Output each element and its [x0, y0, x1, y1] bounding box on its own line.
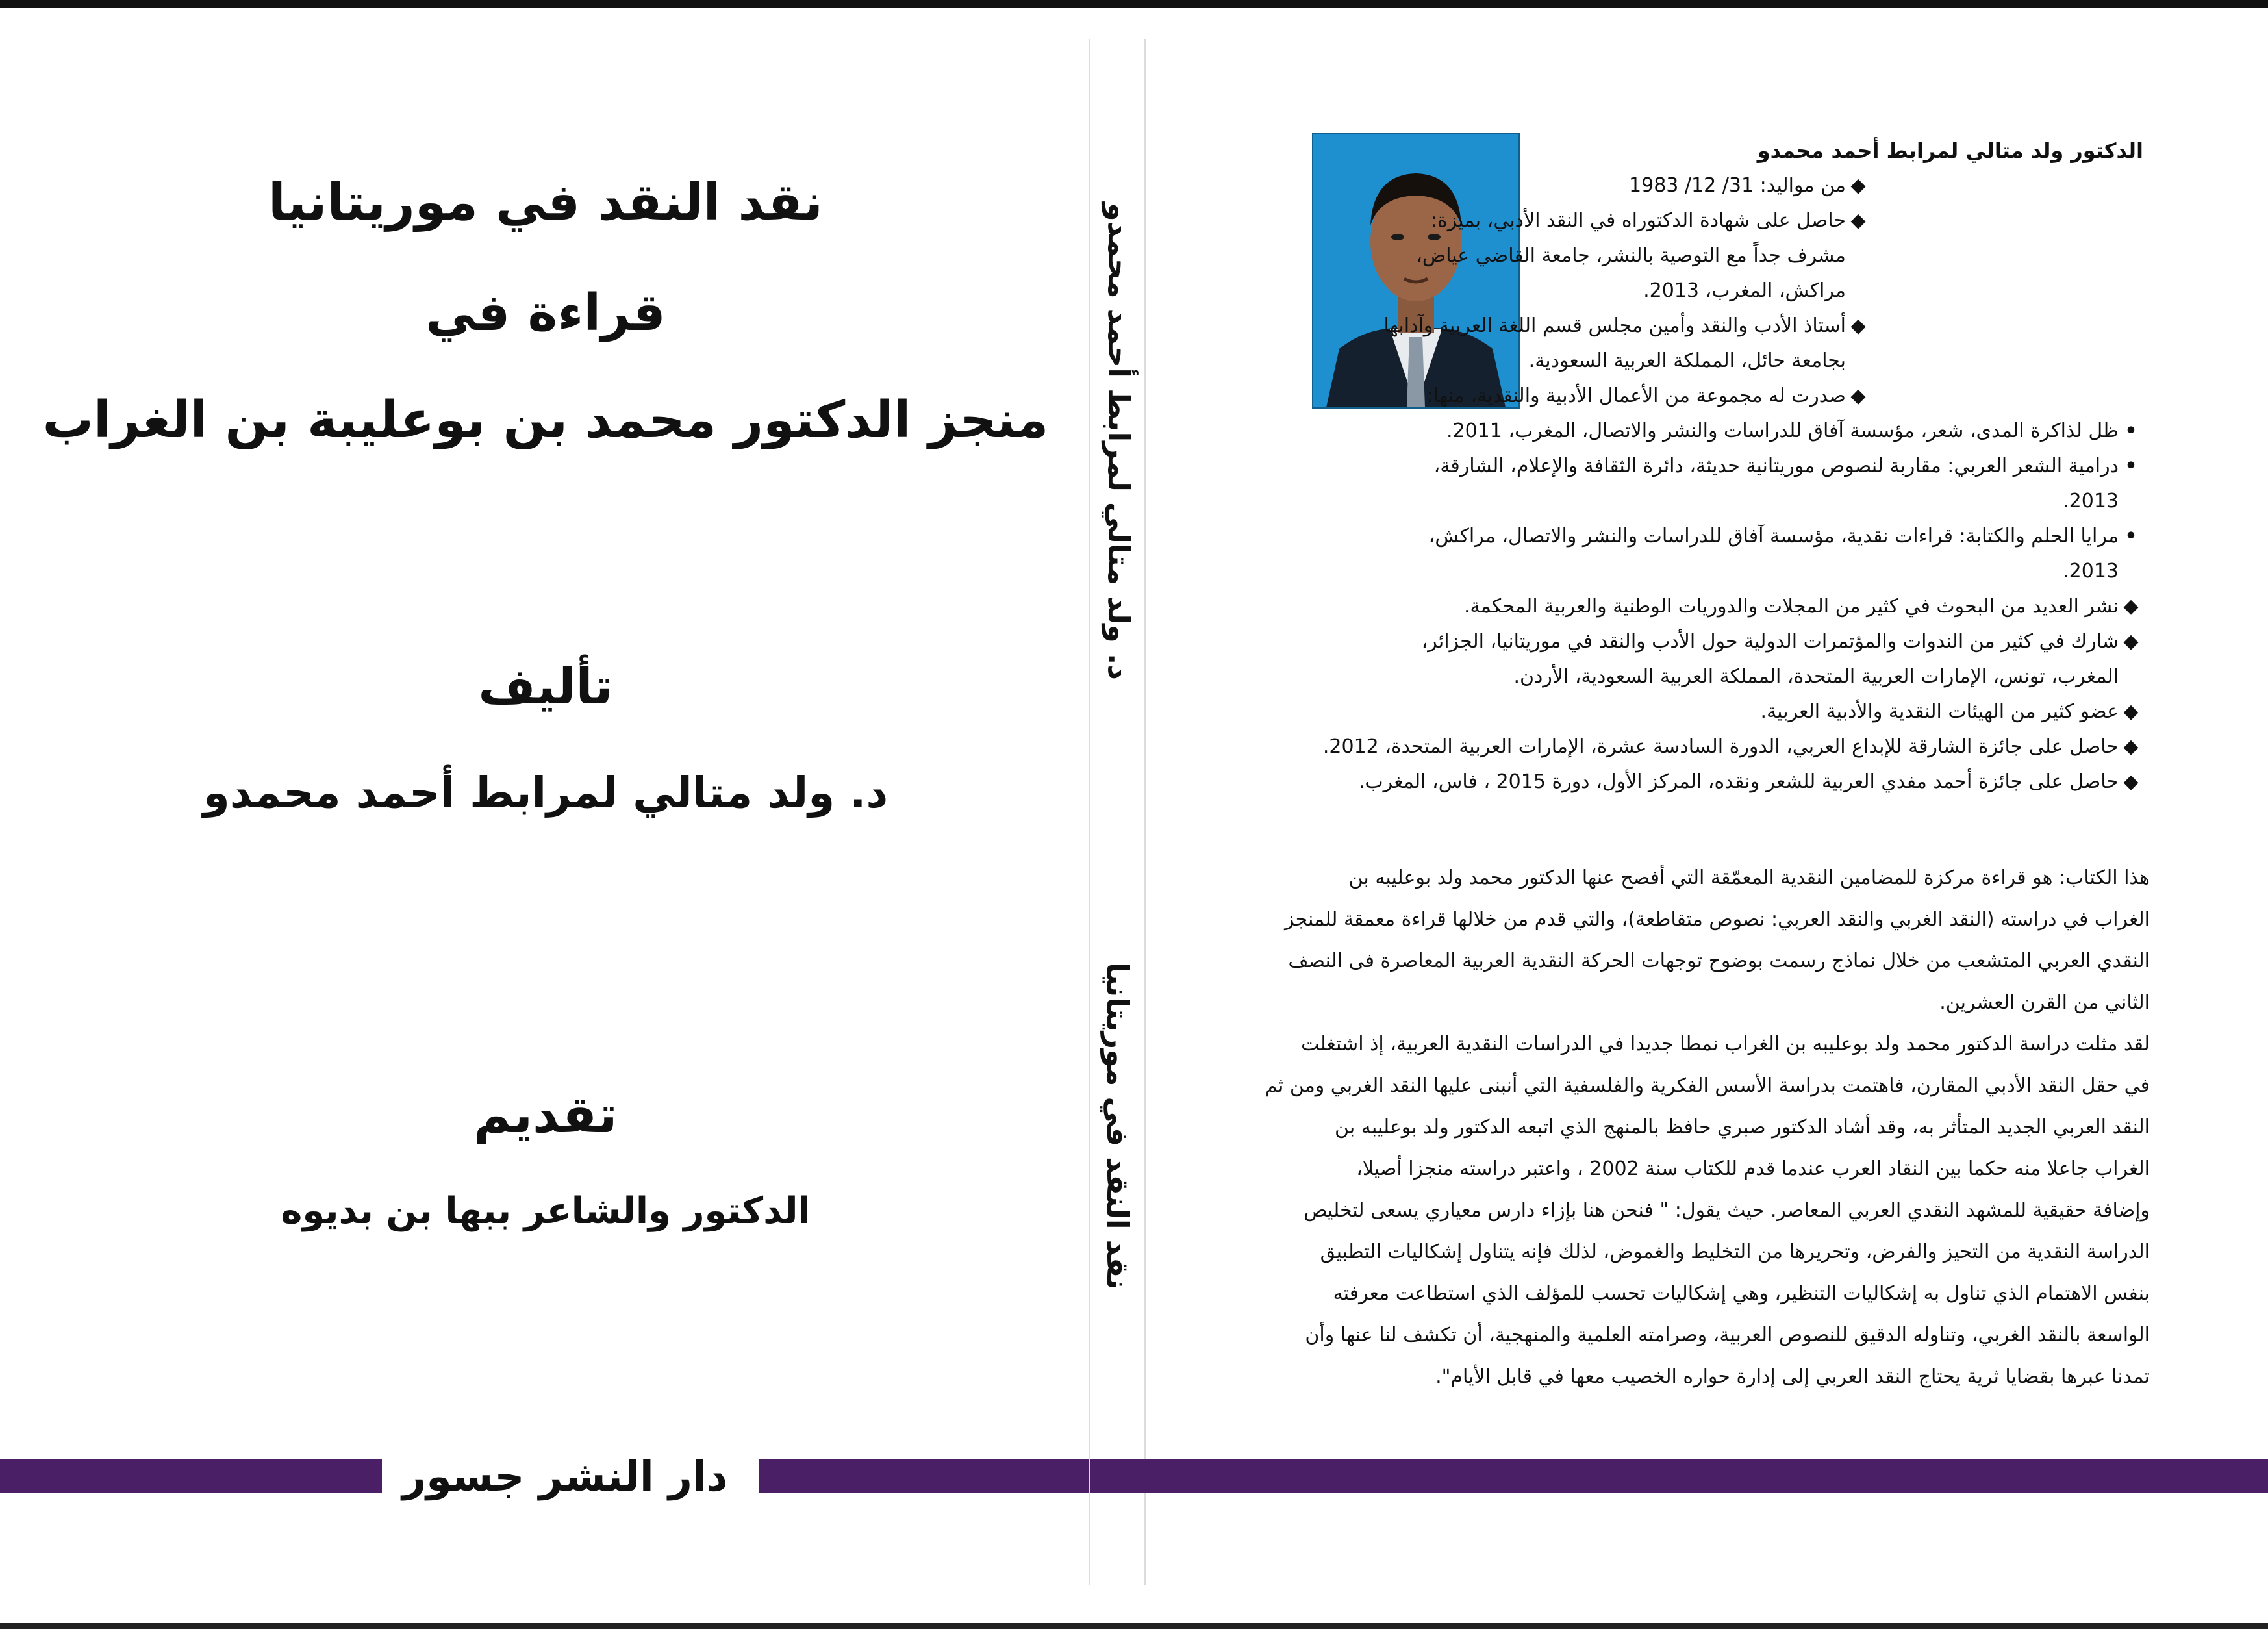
- publisher-band-left: [0, 1459, 382, 1493]
- work-item: •مرايا الحلم والكتابة: قراءات نقدية، مؤسسة آفاق للدراسات والنشر والاتصال، مراكش،: [1234, 519, 2143, 554]
- bio-item-cont: بجامعة حائل، المملكة العربية السعودية.: [1528, 349, 1846, 372]
- description-line: بنفس الاهتمام الذي تناول به إشكاليات التنظير، وهي إشكاليات تحسب للمؤلف الذي استطاعت معرفته: [1333, 1282, 2150, 1305]
- diamond-bullet-icon: ◆: [2123, 735, 2139, 758]
- description-line: هذا الكتاب: هو قراءة مركزة للمضامين النقدية المعمّقة التي أفصح عنها الدكتور محمد ولد بوعليبه بن: [1348, 866, 2150, 889]
- work-item: •درامية الشعر العربي: مقاربة لنصوص موريتانية حديثة، دائرة الثقافة والإعلام، الشارقة،: [1234, 449, 2143, 484]
- title-line-1: نقد النقد في موريتانيا: [268, 173, 823, 232]
- work-item: •ظل لذاكرة المدى، شعر، مؤسسة آفاق للدراسات والنشر والاتصال، المغرب، 2011.: [1234, 414, 2143, 449]
- description-line: النقدي العربي المتشعب من خلال نماذج رسمت بوضوح توجهات الحركة النقدية العربية المعاصرة فى النصف: [1288, 950, 2150, 972]
- bottom-edge: [0, 1623, 2268, 1629]
- diamond-bullet-icon: ◆: [2123, 595, 2139, 618]
- description-line: الدراسة النقدية من التحيز والفرض، وتحريرها من التخليط والغموض، لذلك فإنه يتناول إشكاليات التطبيق: [1320, 1241, 2150, 1263]
- bio-item-cont: المغرب، تونس، الإمارات العربية المتحدة، المملكة العربية السعودية، الأردن.: [1513, 665, 2119, 688]
- diamond-bullet-icon: ◆: [1850, 314, 1866, 337]
- author-bio: [1234, 133, 2143, 800]
- bio-item: ◆أستاذ الأدب والنقد وأمين مجلس قسم اللغة العربية وآدابها: [1234, 309, 2143, 344]
- top-edge: [0, 0, 2268, 8]
- fold-line-left: [1089, 39, 1090, 1585]
- intro-name: الدكتور والشاعر ببها بن بديوه: [281, 1190, 811, 1232]
- bio-item: ◆نشر العديد من البحوث في كثير من المجلات والدوريات الوطنية والعربية المحكمة.: [1234, 589, 2143, 624]
- diamond-bullet-icon: ◆: [2123, 770, 2139, 793]
- bio-item: ◆شارك في كثير من الندوات والمؤتمرات الدولية حول الأدب والنقد في موريتانيا، الجزائر،: [1234, 624, 2143, 659]
- bio-item: ◆حاصل على جائزة أحمد مفدي العربية للشعر ونقده، المركز الأول، دورة 2015 ، فاس، المغرب.: [1234, 764, 2143, 800]
- bio-name: الدكتور ولد متالي لمرابط أحمد محمدو: [1757, 138, 2143, 163]
- dot-bullet-icon: •: [2124, 525, 2137, 548]
- spine-band: [1091, 1459, 1143, 1493]
- diamond-bullet-icon: ◆: [2123, 630, 2139, 653]
- description-line: الغراب جاعلا منه حكما بين النقاد العرب عندما قدم للكتاب سنة 2002 ، واعتبر دراسته منجزا أصيلا،: [1356, 1157, 2150, 1180]
- diamond-bullet-icon: ◆: [1850, 174, 1866, 197]
- dot-bullet-icon: •: [2124, 420, 2137, 442]
- bio-item: ◆حاصل على شهادة الدكتوراه في النقد الأدبي، بميزة:: [1234, 203, 2143, 238]
- description-line: الواسعة بالنقد الغربي، وتناوله الدقيق للنصوص العربية، وصرامته العلمية والمنهجية، أن تكشف لنا عنها وأن: [1305, 1324, 2150, 1346]
- description-line: في حقل النقد الأدبي المقارن، فاهتمت بدراسة الأسس الفكرية والفلسفية التي أنبنى عليها النقد الغربي ومن ثم: [1265, 1074, 2150, 1097]
- bio-item-cont: مراكش، المغرب، 2013.: [1643, 279, 1846, 302]
- diamond-bullet-icon: ◆: [1850, 209, 1866, 232]
- description-line: الثاني من القرن العشرين.: [1939, 991, 2150, 1014]
- description-line: وإضافة حقيقية للمشهد النقدي العربي المعاصر. حيث يقول: " فنحن هنا بإزاء دارس معياري يسعى لتخليص: [1304, 1199, 2150, 1222]
- spine: [1091, 8, 1143, 1623]
- publisher-name: دار النشر جسور: [402, 1453, 728, 1501]
- dot-bullet-icon: •: [2124, 455, 2137, 477]
- work-item-cont: 2013.: [2063, 560, 2119, 583]
- title-line-3: منجز الدكتور محمد بن بوعليبة بن الغراب: [42, 391, 1049, 449]
- publisher-band-right: [759, 1459, 1091, 1493]
- bio-item: ◆من مواليد: 31/ 12/ 1983: [1234, 168, 2143, 203]
- spine-author: د. ولد متالي لمرابط أحمد محمدو: [1102, 203, 1137, 680]
- bio-item: ◆صدرت له مجموعة من الأعمال الأدبية والنقدية، منها:: [1234, 379, 2143, 414]
- diamond-bullet-icon: ◆: [1850, 385, 1866, 407]
- book-description: [1228, 857, 2150, 1398]
- author-name: د. ولد متالي لمرابط أحمد محمدو: [203, 768, 888, 818]
- description-line: النقد العربي الجديد المتأثر به، وقد أشاد الدكتور صبري حافظ بالمنهج الذي اتبعه الدكتور ولد بوعليبه بن: [1335, 1116, 2150, 1139]
- author-label: تأليف: [478, 657, 613, 715]
- description-line: تمدنا عبرها بقضايا ثرية يحتاج النقد العربي إلى إدارة حواره الخصيب معها في قابل الأيام".: [1435, 1365, 2150, 1388]
- title-line-2: قراءة في: [425, 284, 666, 342]
- work-item-cont: 2013.: [2063, 490, 2119, 512]
- spine-title: نقد النقد في موريتانيا: [1100, 963, 1135, 1290]
- back-band: [1143, 1459, 2268, 1493]
- bio-item: ◆عضو كثير من الهيئات النقدية والأدبية العربية.: [1234, 694, 2143, 729]
- front-cover: [0, 8, 1091, 1623]
- description-line: الغراب في دراسته (النقد الغربي والنقد العربي: نصوص متقاطعة)، والتي قدم من خلالها قراءة معمقة للمنجز: [1285, 908, 2150, 931]
- description-line: لقد مثلت دراسة الدكتور محمد ولد بوعليبه بن الغراب نمطا جديدا في الدراسات النقدية العربية، إذ اشتغلت: [1301, 1033, 2150, 1055]
- bio-item: ◆حاصل على جائزة الشارقة للإبداع العربي، الدورة السادسة عشرة، الإمارات العربية المتحدة، 2012.: [1234, 729, 2143, 764]
- diamond-bullet-icon: ◆: [2123, 700, 2139, 723]
- intro-label: تقديم: [473, 1086, 618, 1144]
- bio-item-cont: مشرف جداً مع التوصية بالنشر، جامعة القاضي عياض،: [1416, 244, 1846, 267]
